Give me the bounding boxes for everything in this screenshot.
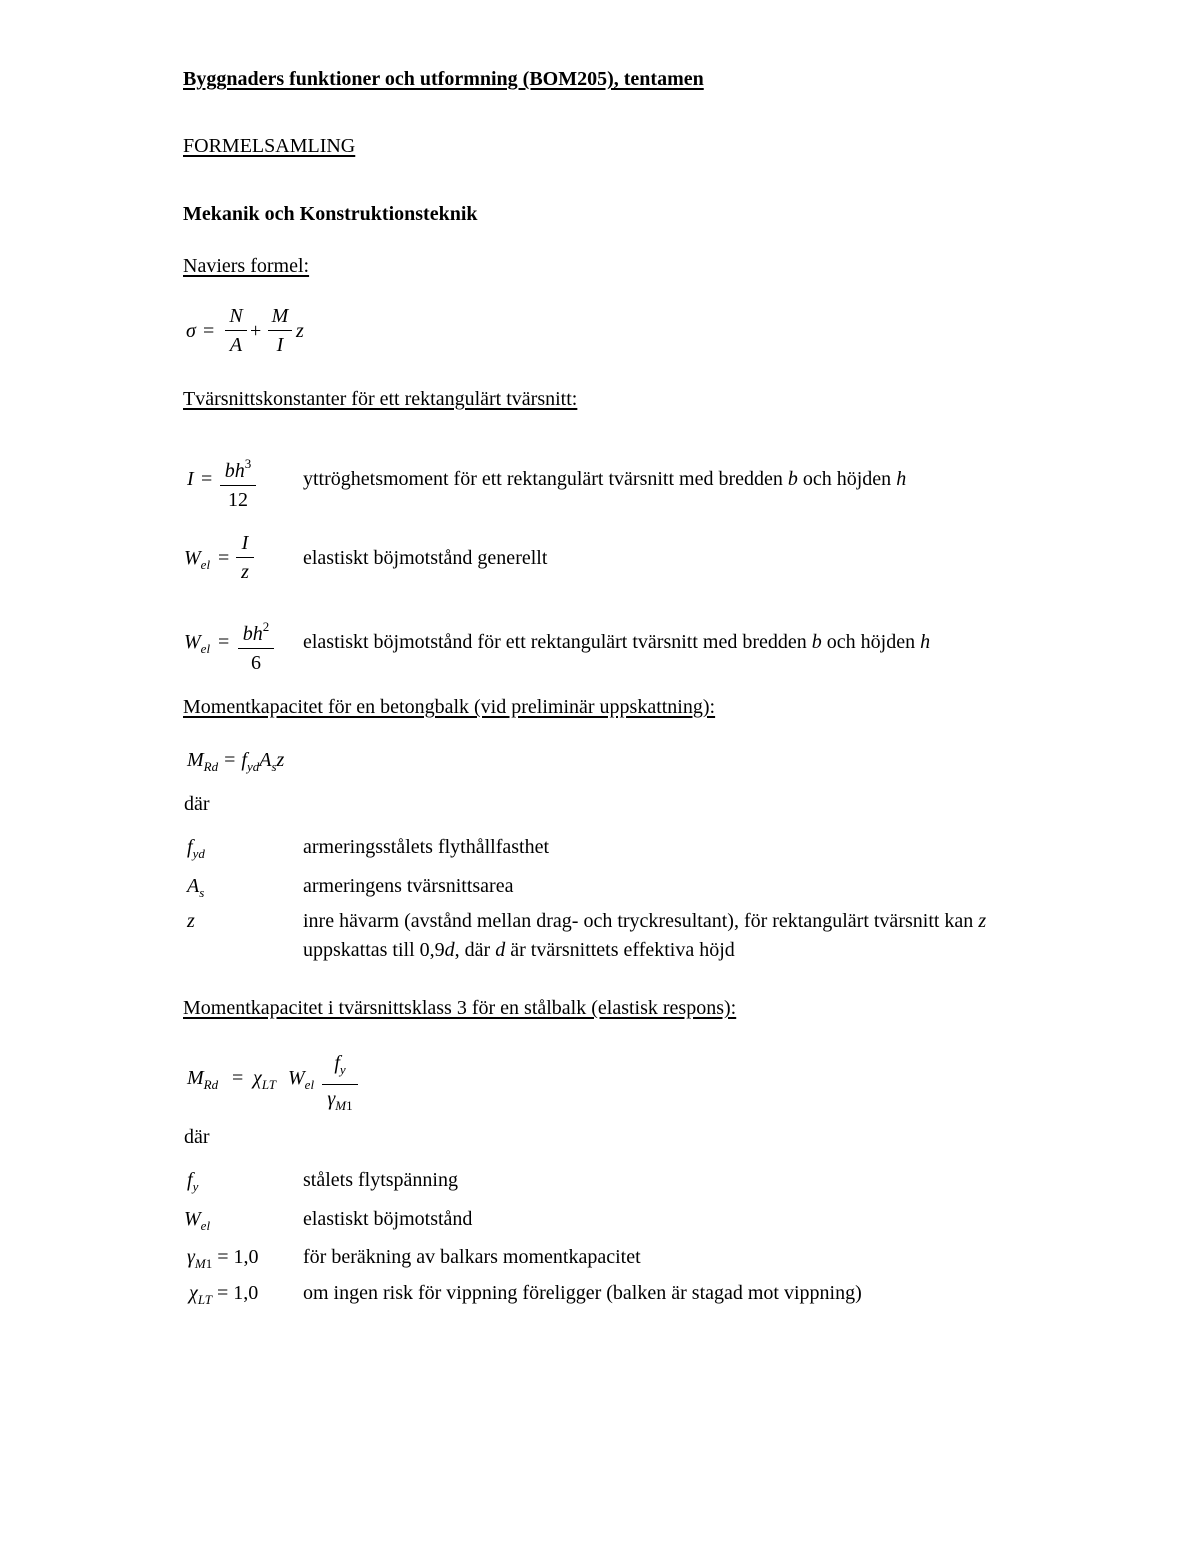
a-symbol: A bbox=[259, 749, 272, 771]
rect-constants-heading: Tvärsnittskonstanter för ett rektangulärt tvärsnitt: bbox=[183, 388, 578, 410]
chi-lt-value bbox=[189, 1282, 258, 1308]
f-symbol: f bbox=[187, 836, 193, 858]
equals-sign: = bbox=[218, 631, 230, 653]
desc-text: elastiskt böjmotstånd för ett rektangulärt tvärsnitt med bredden bbox=[303, 631, 812, 653]
z-description-line1 bbox=[303, 910, 986, 933]
desc-text: inre hävarm (avstånd mellan drag- och tryckresultant), för rektangulärt tvärsnitt kan bbox=[303, 910, 979, 932]
h-symbol: h bbox=[920, 631, 931, 653]
desc-text: yttröghetsmoment för ett rektangulärt tvärsnitt med bredden bbox=[303, 468, 788, 490]
i-over-z-fraction bbox=[236, 531, 254, 584]
equals-sign: = bbox=[203, 320, 215, 342]
one-subscript: 1 bbox=[346, 1098, 353, 1113]
denominator-a: A bbox=[229, 334, 243, 356]
fyd-description: armeringsstålets flythållfasthet bbox=[303, 836, 550, 858]
denominator: 12 bbox=[228, 489, 248, 511]
w-symbol: W bbox=[184, 631, 201, 653]
numerator-bh: bh bbox=[224, 460, 245, 482]
y-subscript: y bbox=[192, 1179, 199, 1194]
document-title: Byggnaders funktioner och utformning (BOM205), tentamen bbox=[183, 68, 704, 90]
denominator: 6 bbox=[251, 652, 261, 674]
d-symbol: d bbox=[444, 939, 455, 961]
el-subscript: el bbox=[200, 641, 211, 656]
yd-subscript: yd bbox=[246, 759, 260, 774]
formula-collection-heading: FORMELSAMLING bbox=[183, 135, 356, 157]
gamma-symbol: γ bbox=[187, 1246, 195, 1268]
exponent: 3 bbox=[244, 456, 252, 471]
f-symbol: f bbox=[241, 749, 247, 771]
desc-text: är tvärsnittets effektiva höjd bbox=[505, 939, 735, 961]
fy-over-gamma-fraction bbox=[322, 1051, 358, 1118]
el-subscript: el bbox=[200, 557, 211, 572]
fy-description: stålets flytspänning bbox=[303, 1169, 458, 1191]
plus-sign: + bbox=[250, 320, 262, 342]
lt-subscript: LT bbox=[261, 1077, 277, 1092]
section-heading: Mekanik och Konstruktionsteknik bbox=[183, 203, 478, 225]
f-symbol: f bbox=[334, 1052, 340, 1074]
moment-of-inertia-description bbox=[303, 468, 906, 491]
numerator-bh: bh bbox=[242, 623, 263, 645]
desc-text: och höjden bbox=[821, 631, 921, 653]
fraction-bar bbox=[220, 485, 256, 486]
i-symbol: I bbox=[187, 468, 194, 490]
equals-sign: = bbox=[218, 547, 230, 569]
bh2-over-6-fraction bbox=[238, 615, 274, 675]
s-subscript: s bbox=[199, 885, 205, 900]
b-symbol: b bbox=[787, 468, 798, 490]
chi-lt-description: om ingen risk för vippning föreligger (balken är stagad mot vippning) bbox=[303, 1282, 862, 1304]
desc-text: och höjden bbox=[797, 468, 897, 490]
denominator-z: z bbox=[241, 561, 249, 583]
exponent: 2 bbox=[262, 619, 270, 634]
d-symbol: d bbox=[495, 939, 506, 961]
z-symbol: z bbox=[978, 910, 987, 932]
denominator-i: I bbox=[276, 334, 284, 356]
one-subscript: 1 bbox=[205, 1256, 213, 1271]
yd-subscript: yd bbox=[192, 846, 205, 861]
w-symbol: W bbox=[184, 547, 201, 569]
m-subscript: M bbox=[194, 1256, 206, 1271]
gamma-m1-description: för beräkning av balkars momentkapacitet bbox=[303, 1246, 641, 1268]
numerator-n: N bbox=[229, 305, 243, 327]
fraction-bar bbox=[322, 1084, 358, 1085]
where-label: där bbox=[184, 793, 210, 815]
desc-text: , där bbox=[454, 939, 496, 961]
bh3-over-12-fraction bbox=[220, 452, 256, 512]
z-description-line2 bbox=[303, 939, 735, 962]
value-text: = 1,0 bbox=[212, 1282, 259, 1304]
w-symbol: W bbox=[184, 1208, 201, 1230]
m-symbol: M bbox=[187, 749, 204, 771]
f-symbol: f bbox=[187, 1169, 193, 1191]
b-symbol: b bbox=[811, 631, 822, 653]
fyd-symbol bbox=[187, 836, 205, 862]
where-label: där bbox=[184, 1126, 210, 1148]
fraction-bar bbox=[225, 330, 247, 331]
chi-symbol: χ bbox=[189, 1282, 198, 1304]
numerator-i: I bbox=[241, 532, 249, 554]
fraction-bar bbox=[236, 557, 254, 558]
sigma-symbol: σ bbox=[186, 320, 196, 342]
z-symbol: z bbox=[276, 749, 285, 771]
n-over-a-fraction bbox=[225, 304, 247, 357]
steel-beam-heading: Momentkapacitet i tvärsnittsklass 3 för en stålbalk (elastisk respons): bbox=[183, 997, 737, 1019]
lt-subscript: LT bbox=[197, 1292, 213, 1307]
y-subscript: y bbox=[339, 1062, 346, 1077]
rd-subscript: Rd bbox=[203, 1077, 219, 1092]
chi-symbol: χ bbox=[253, 1067, 262, 1089]
as-description: armeringens tvärsnittsarea bbox=[303, 875, 514, 897]
h-symbol: h bbox=[896, 468, 907, 490]
wel-description: elastiskt böjmotstånd bbox=[303, 1208, 473, 1230]
z-symbol: z bbox=[296, 320, 304, 342]
el-subscript: el bbox=[304, 1077, 315, 1092]
fraction-bar bbox=[238, 648, 274, 649]
gamma-m1-value bbox=[187, 1246, 259, 1272]
rd-subscript: Rd bbox=[203, 759, 219, 774]
s-subscript: s bbox=[271, 759, 277, 774]
concrete-beam-heading: Momentkapacitet för en betongbalk (vid preliminär uppskattning): bbox=[183, 696, 716, 718]
value-text: = 1,0 bbox=[212, 1246, 259, 1268]
fraction-bar bbox=[268, 330, 292, 331]
el-subscript: el bbox=[200, 1218, 211, 1233]
wel-symbol bbox=[184, 1208, 210, 1234]
m-symbol: M bbox=[187, 1067, 204, 1089]
navier-heading: Naviers formel: bbox=[183, 255, 310, 277]
w-symbol: W bbox=[288, 1067, 305, 1089]
equals-sign: = bbox=[224, 749, 236, 771]
numerator-m: M bbox=[271, 305, 289, 327]
m-subscript: M bbox=[335, 1098, 347, 1113]
fy-symbol bbox=[187, 1169, 198, 1195]
concrete-moment-formula bbox=[187, 749, 284, 775]
desc-text: uppskattas till 0,9 bbox=[303, 939, 445, 961]
section-modulus-general-description: elastiskt böjmotstånd generellt bbox=[303, 547, 548, 569]
m-over-i-fraction bbox=[268, 304, 292, 357]
section-modulus-rect-description bbox=[303, 631, 930, 654]
a-symbol: A bbox=[187, 875, 200, 897]
z-definition-symbol: z bbox=[187, 910, 195, 932]
equals-sign: = bbox=[232, 1067, 244, 1089]
equals-sign: = bbox=[201, 468, 213, 490]
gamma-symbol: γ bbox=[327, 1088, 336, 1110]
as-symbol bbox=[187, 875, 204, 901]
